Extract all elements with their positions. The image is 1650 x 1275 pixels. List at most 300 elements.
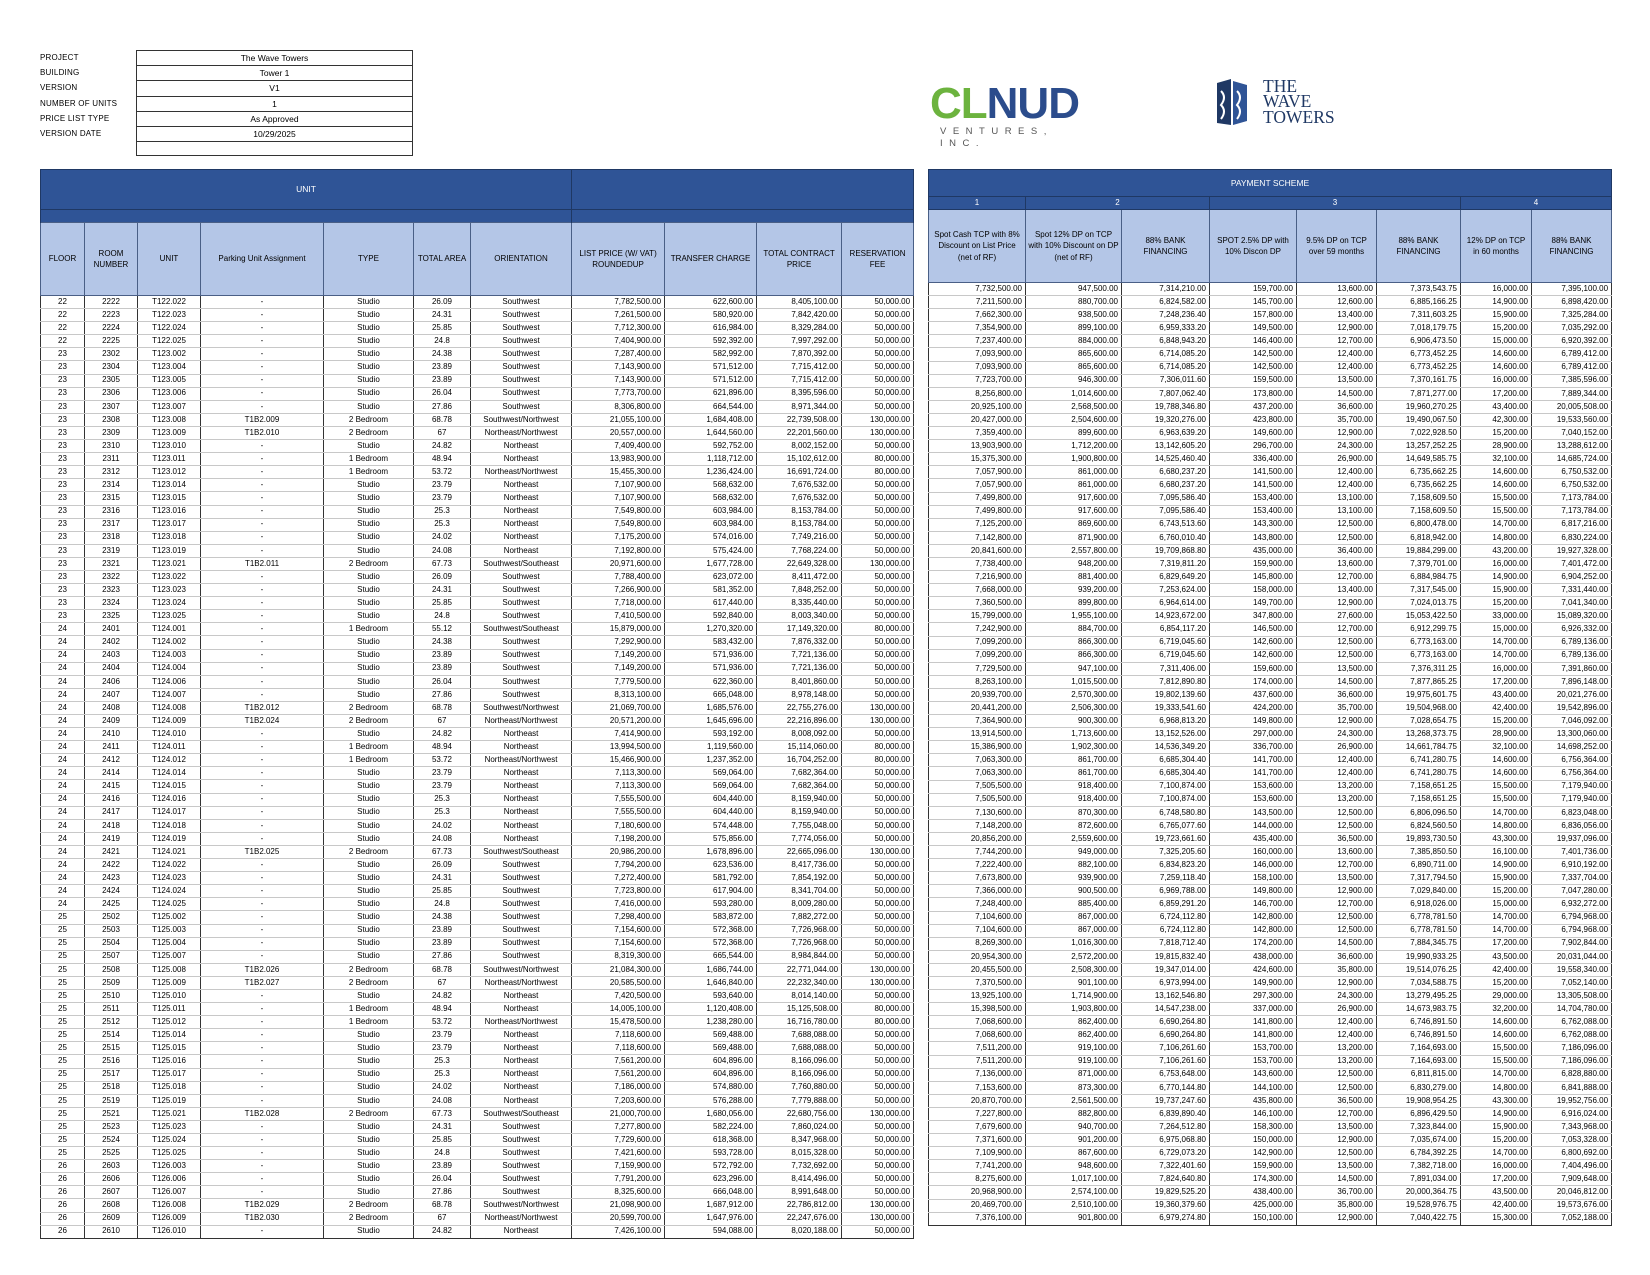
payment-cell: 36,600.00 [1297,688,1377,701]
project-info-value: Tower 1 [136,65,413,80]
payment-cell: 42,400.00 [1461,963,1532,976]
payment-cell: 153,700.00 [1210,1042,1297,1055]
unit-cell: 24 [41,806,85,819]
unit-cell: 8,002,152.00 [757,440,842,453]
payment-cell: 20,870,700.00 [929,1094,1026,1107]
unit-cell: 604,896.00 [665,1068,757,1081]
unit-cell: Northeast [471,479,572,492]
unit-table-row [41,610,914,623]
unit-cell: 25.85 [414,885,471,898]
payment-cell: 26,900.00 [1297,741,1377,754]
unit-cell: 24 [41,688,85,701]
payment-cell: 12,900.00 [1297,715,1377,728]
unit-cell: 2318 [85,531,138,544]
unit-table-row [41,1134,914,1147]
payment-cell: 6,719,045.60 [1122,649,1210,662]
payment-table-row [929,557,1612,570]
unit-cell: - [201,1003,324,1016]
payment-cell: 6,690,264.80 [1122,1016,1210,1029]
unit-cell: 571,936.00 [665,662,757,675]
payment-cell: 157,800.00 [1210,309,1297,322]
unit-cell: 23 [41,570,85,583]
unit-cell: 15,102,612.00 [757,453,842,466]
unit-cell: 130,000.00 [842,701,914,714]
payment-cell: 6,753,648.00 [1122,1068,1210,1081]
project-info-row [40,111,413,126]
unit-cell: T124.004 [138,662,201,675]
unit-cell: T125.016 [138,1055,201,1068]
payment-cell: 1,900,800.00 [1026,453,1122,466]
payment-cell: 1,714,900.00 [1026,990,1122,1003]
payment-cell: 6,829,649.20 [1122,571,1210,584]
unit-cell: 7,277,800.00 [572,1120,665,1133]
unit-table-row [41,1173,914,1186]
unit-cell: - [201,832,324,845]
payment-cell: 15,200.00 [1461,427,1532,440]
payment-cell: 20,427,000.00 [929,413,1026,426]
payment-cell: 867,000.00 [1026,911,1122,924]
payment-cell: 20,939,700.00 [929,688,1026,701]
payment-cell: 7,052,140.00 [1532,976,1612,989]
unit-table-row [41,1055,914,1068]
payment-cell: 882,800.00 [1026,1107,1122,1120]
unit-cell: 7,555,500.00 [572,806,665,819]
unit-cell: Studio [324,989,414,1002]
payment-table-row [929,1147,1612,1160]
unit-cell: 7,726,968.00 [757,924,842,937]
payment-cell: 13,400.00 [1297,309,1377,322]
unit-cell: T124.003 [138,649,201,662]
unit-cell: 50,000.00 [842,348,914,361]
payment-cell: 6,964,614.00 [1122,597,1210,610]
unit-cell: 8,335,440.00 [757,597,842,610]
payment-cell: 32,200.00 [1461,1003,1532,1016]
unit-cell: 23.79 [414,1042,471,1055]
unit-cell: 2425 [85,898,138,911]
payment-table-row [929,1212,1612,1225]
payment-cell: 14,600.00 [1461,754,1532,767]
payment-cell: 861,700.00 [1026,754,1122,767]
payment-cell: 12,500.00 [1297,911,1377,924]
unit-cell: - [201,479,324,492]
unit-cell: 7,723,800.00 [572,885,665,898]
unit-cell: 50,000.00 [842,1055,914,1068]
payment-cell: 6,828,880.00 [1532,1068,1612,1081]
unit-table-row [41,557,914,570]
unit-cell: Southwest/Northwest [471,701,572,714]
payment-column-header: Spot 12% DP on TCP with 10% Discount on DP (net of RF) [1026,210,1122,283]
payment-cell: 142,600.00 [1210,636,1297,649]
unit-cell: 25.3 [414,793,471,806]
unit-table-row [41,675,914,688]
payment-cell: 12,500.00 [1297,819,1377,832]
payment-cell: 7,093,900.00 [929,348,1026,361]
unit-cell: Northeast/Northwest [471,715,572,728]
payment-cell: 15,053,422.50 [1377,610,1461,623]
payment-cell: 2,510,100.00 [1026,1199,1122,1212]
unit-cell: 622,600.00 [665,296,757,309]
payment-table-row [929,505,1612,518]
unit-table-row [41,466,914,479]
unit-cell: Northeast [471,989,572,1002]
unit-cell: 2319 [85,544,138,557]
unit-cell: T125.025 [138,1147,201,1160]
payment-cell: 15,000.00 [1461,898,1532,911]
unit-cell: 22,232,340.00 [757,976,842,989]
unit-cell: T124.023 [138,872,201,885]
unit-cell: 8,978,148.00 [757,688,842,701]
payment-cell: 13,914,500.00 [929,728,1026,741]
payment-cell: 15,200.00 [1461,885,1532,898]
unit-cell: Studio [324,924,414,937]
payment-cell: 15,000.00 [1461,623,1532,636]
unit-cell: T124.019 [138,832,201,845]
unit-cell: Studio [324,1147,414,1160]
unit-cell: Studio [324,911,414,924]
payment-cell: 6,690,264.80 [1122,1029,1210,1042]
payment-cell: 7,401,736.00 [1532,846,1612,859]
payment-cell: 7,179,940.00 [1532,793,1612,806]
payment-cell: 142,600.00 [1210,649,1297,662]
payment-table-row [929,1160,1612,1173]
payment-cell: 6,817,216.00 [1532,518,1612,531]
payment-cell: 6,729,073.20 [1122,1147,1210,1160]
unit-table-row [41,584,914,597]
unit-cell: 13,994,500.00 [572,741,665,754]
payment-cell: 939,200.00 [1026,584,1122,597]
payment-cell: 14,800.00 [1461,1081,1532,1094]
unit-cell: T123.016 [138,505,201,518]
unit-cell: Southwest [471,1173,572,1186]
unit-cell: 80,000.00 [842,453,914,466]
unit-cell: 7,860,024.00 [757,1120,842,1133]
payment-cell: 6,916,024.00 [1532,1107,1612,1120]
unit-table-row [41,1186,914,1199]
payment-table-row [929,728,1612,741]
payment-cell: 6,789,136.00 [1532,649,1612,662]
unit-table-row [41,898,914,911]
unit-cell: Studio [324,1042,414,1055]
payment-cell: 7,376,100.00 [929,1212,1026,1225]
unit-cell: 8,417,736.00 [757,859,842,872]
payment-cell: 7,343,968.00 [1532,1121,1612,1134]
unit-cell: T124.018 [138,819,201,832]
payment-cell: 174,300.00 [1210,1173,1297,1186]
unit-cell: 581,352.00 [665,584,757,597]
payment-cell: 7,505,500.00 [929,780,1026,793]
unit-cell: - [201,1055,324,1068]
unit-table-row [41,322,914,335]
unit-cell: - [201,322,324,335]
payment-cell: 7,153,600.00 [929,1081,1026,1094]
unit-cell: 14,005,100.00 [572,1003,665,1016]
payment-cell: 19,490,067.50 [1377,413,1461,426]
unit-cell: 7,113,300.00 [572,780,665,793]
unit-cell: 50,000.00 [842,859,914,872]
payment-table-row [929,662,1612,675]
unit-cell: 2 Bedroom [324,413,414,426]
unit-cell: 80,000.00 [842,754,914,767]
payment-table-row [929,793,1612,806]
unit-cell: 569,064.00 [665,780,757,793]
payment-cell: 6,784,392.25 [1377,1147,1461,1160]
unit-cell: 1,677,728.00 [665,557,757,570]
payment-cell: 7,373,543.75 [1377,283,1461,296]
unit-cell: T124.022 [138,859,201,872]
unit-table-row [41,649,914,662]
unit-cell: 50,000.00 [842,885,914,898]
payment-cell: 1,015,500.00 [1026,675,1122,688]
payment-cell: 20,046,812.00 [1532,1186,1612,1199]
unit-cell: 616,984.00 [665,322,757,335]
unit-cell: 55.12 [414,623,471,636]
payment-cell: 7,253,624.00 [1122,584,1210,597]
unit-cell: - [201,570,324,583]
unit-cell: 50,000.00 [842,728,914,741]
payment-cell: 6,800,692.00 [1532,1147,1612,1160]
unit-cell: T125.004 [138,937,201,950]
payment-cell: 16,000.00 [1461,1160,1532,1173]
payment-cell: 14,600.00 [1461,1029,1532,1042]
unit-cell: 50,000.00 [842,335,914,348]
unit-cell: 7,854,192.00 [757,872,842,885]
unit-cell: 2324 [85,597,138,610]
unit-cell: 1 Bedroom [324,754,414,767]
payment-cell: 6,806,096.50 [1377,806,1461,819]
project-info-label: PRICE LIST TYPE [40,113,110,123]
unit-cell: - [201,911,324,924]
unit-cell: 24.31 [414,309,471,322]
payment-cell: 35,800.00 [1297,963,1377,976]
payment-cell: 7,018,179.75 [1377,322,1461,335]
payment-cell: 16,000.00 [1461,662,1532,675]
unit-cell: 2416 [85,793,138,806]
unit-cell: 7,721,136.00 [757,662,842,675]
unit-cell: - [201,662,324,675]
unit-cell: T125.018 [138,1081,201,1094]
payment-cell: 2,572,200.00 [1026,950,1122,963]
unit-cell: 7,410,500.00 [572,610,665,623]
payment-table-row [929,937,1612,950]
unit-cell: 26.09 [414,570,471,583]
unit-cell: 666,048.00 [665,1186,757,1199]
payment-cell: 7,909,648.00 [1532,1173,1612,1186]
unit-cell: 1,680,056.00 [665,1107,757,1120]
payment-cell: 2,568,500.00 [1026,400,1122,413]
payment-cell: 15,900.00 [1461,309,1532,322]
unit-cell: 50,000.00 [842,296,914,309]
unit-cell: 23.79 [414,1029,471,1042]
payment-cell: 297,000.00 [1210,728,1297,741]
unit-cell: 50,000.00 [842,322,914,335]
payment-cell: 20,005,508.00 [1532,400,1612,413]
payment-cell: 12,400.00 [1297,348,1377,361]
payment-cell: 7,311,406.00 [1122,662,1210,675]
unit-cell: 24.38 [414,911,471,924]
unit-cell: 24 [41,662,85,675]
payment-cell: 6,839,890.40 [1122,1107,1210,1120]
unit-cell: 1,118,712.00 [665,453,757,466]
unit-cell: 2305 [85,374,138,387]
unit-cell: T122.025 [138,335,201,348]
unit-cell: 24 [41,754,85,767]
unit-cell: - [201,492,324,505]
project-info-row [40,50,413,65]
unit-cell: Southwest/Northwest [471,963,572,976]
payment-cell: 16,100.00 [1461,846,1532,859]
payment-cell: 7,499,800.00 [929,492,1026,505]
unit-cell: 67.73 [414,1107,471,1120]
unit-cell: Southwest/Southeast [471,623,572,636]
unit-table-row [41,780,914,793]
unit-cell: Southwest/Southeast [471,1107,572,1120]
unit-cell: 2515 [85,1042,138,1055]
payment-cell: 12,900.00 [1297,885,1377,898]
unit-cell: 1,119,560.00 [665,741,757,754]
unit-cell: Studio [324,492,414,505]
unit-cell: 16,716,780.00 [757,1016,842,1029]
unit-cell: T124.025 [138,898,201,911]
unit-cell: 7,688,088.00 [757,1029,842,1042]
unit-cell: 24 [41,715,85,728]
unit-cell: Southwest [471,584,572,597]
payment-cell: 7,331,440.00 [1532,584,1612,597]
unit-cell: 2418 [85,819,138,832]
payment-table-row [929,1186,1612,1199]
payment-cell: 15,386,900.00 [929,741,1026,754]
payment-cell: 19,952,756.00 [1532,1094,1612,1107]
unit-cell: 48.94 [414,741,471,754]
payment-cell: 6,746,891.50 [1377,1016,1461,1029]
unit-cell: 23 [41,518,85,531]
payment-cell: 871,900.00 [1026,531,1122,544]
payment-table-row [929,819,1612,832]
payment-cell: 15,375,300.00 [929,453,1026,466]
unit-cell: 2510 [85,989,138,1002]
payment-cell: 174,000.00 [1210,675,1297,688]
unit-table-row [41,1094,914,1107]
unit-cell: T1B2.010 [201,426,324,439]
payment-cell: 336,400.00 [1210,453,1297,466]
unit-table-row [41,1081,914,1094]
unit-cell: Southwest [471,387,572,400]
wave-towers-logo [1213,77,1353,127]
unit-cell: 2403 [85,649,138,662]
payment-cell: 14,500.00 [1297,675,1377,688]
payment-cell: 7,325,284.00 [1532,309,1612,322]
unit-cell: T122.023 [138,309,201,322]
payment-cell: 899,100.00 [1026,322,1122,335]
unit-cell: T123.006 [138,387,201,400]
unit-cell: 1,270,320.00 [665,623,757,636]
unit-cell: 23 [41,466,85,479]
unit-cell: Southwest [471,361,572,374]
payment-cell: 2,559,600.00 [1026,832,1122,845]
unit-cell: 25 [41,1147,85,1160]
unit-cell: 50,000.00 [842,361,914,374]
unit-cell: T123.010 [138,440,201,453]
payment-cell: 14,600.00 [1461,767,1532,780]
payment-cell: 159,600.00 [1210,662,1297,675]
payment-cell: 424,600.00 [1210,963,1297,976]
payment-cell: 7,216,900.00 [929,571,1026,584]
unit-cell: Studio [324,767,414,780]
unit-cell: T1B2.030 [201,1212,324,1225]
unit-cell: 592,840.00 [665,610,757,623]
payment-cell: 7,047,280.00 [1532,885,1612,898]
payment-table-row [929,518,1612,531]
payment-cell: 6,830,224.00 [1532,531,1612,544]
unit-cell: Southwest [471,675,572,688]
payment-table-row [929,806,1612,819]
payment-table-row [929,767,1612,780]
unit-cell: 15,879,000.00 [572,623,665,636]
unit-cell: Southwest [471,335,572,348]
unit-cell: Southwest/Southeast [471,557,572,570]
payment-cell: 6,932,272.00 [1532,898,1612,911]
unit-cell: T124.009 [138,715,201,728]
unit-cell: 25.3 [414,505,471,518]
payment-cell: 6,890,711.00 [1377,859,1461,872]
payment-cell: 153,400.00 [1210,492,1297,505]
unit-cell: 26 [41,1225,85,1238]
payment-cell: 17,200.00 [1461,387,1532,400]
payment-cell: 2,574,100.00 [1026,1186,1122,1199]
unit-cell: - [201,1225,324,1238]
payment-cell: 919,100.00 [1026,1055,1122,1068]
payment-column-header: 12% DP on TCP in 60 months [1461,210,1532,283]
unit-cell: 7,876,332.00 [757,636,842,649]
unit-cell: Northeast [471,453,572,466]
unit-cell: 2608 [85,1199,138,1212]
unit-cell: Southwest [471,1147,572,1160]
unit-cell: 568,632.00 [665,492,757,505]
payment-cell: 7,179,940.00 [1532,780,1612,793]
unit-cell: 7,794,200.00 [572,859,665,872]
unit-cell: 50,000.00 [842,688,914,701]
unit-cell: 50,000.00 [842,584,914,597]
unit-cell: T124.012 [138,754,201,767]
payment-cell: 7,679,600.00 [929,1121,1026,1134]
unit-table-row [41,570,914,583]
unit-cell: 23 [41,348,85,361]
payment-cell: 7,041,340.00 [1532,597,1612,610]
unit-cell: - [201,544,324,557]
unit-cell: 23.79 [414,492,471,505]
unit-cell: 50,000.00 [842,924,914,937]
unit-cell: 604,896.00 [665,1055,757,1068]
payment-cell: 7,068,600.00 [929,1016,1026,1029]
payment-cell: 7,354,900.00 [929,322,1026,335]
payment-cell: 899,600.00 [1026,427,1122,440]
payment-cell: 6,714,085.20 [1122,361,1210,374]
payment-cell: 2,506,300.00 [1026,702,1122,715]
payment-cell: 1,712,200.00 [1026,440,1122,453]
unit-cell: 53.72 [414,754,471,767]
payment-cell: 43,300.00 [1461,832,1532,845]
payment-cell: 14,600.00 [1461,1016,1532,1029]
payment-cell: 6,750,532.00 [1532,466,1612,479]
payment-cell: 6,719,045.60 [1122,636,1210,649]
unit-cell: Studio [324,348,414,361]
payment-cell: 14,900.00 [1461,1107,1532,1120]
unit-cell: 569,064.00 [665,767,757,780]
payment-cell: 27,600.00 [1297,610,1377,623]
payment-cell: 7,057,900.00 [929,479,1026,492]
payment-cell: 919,100.00 [1026,1042,1122,1055]
payment-cell: 14,649,585.75 [1377,453,1461,466]
unit-cell: 50,000.00 [842,597,914,610]
